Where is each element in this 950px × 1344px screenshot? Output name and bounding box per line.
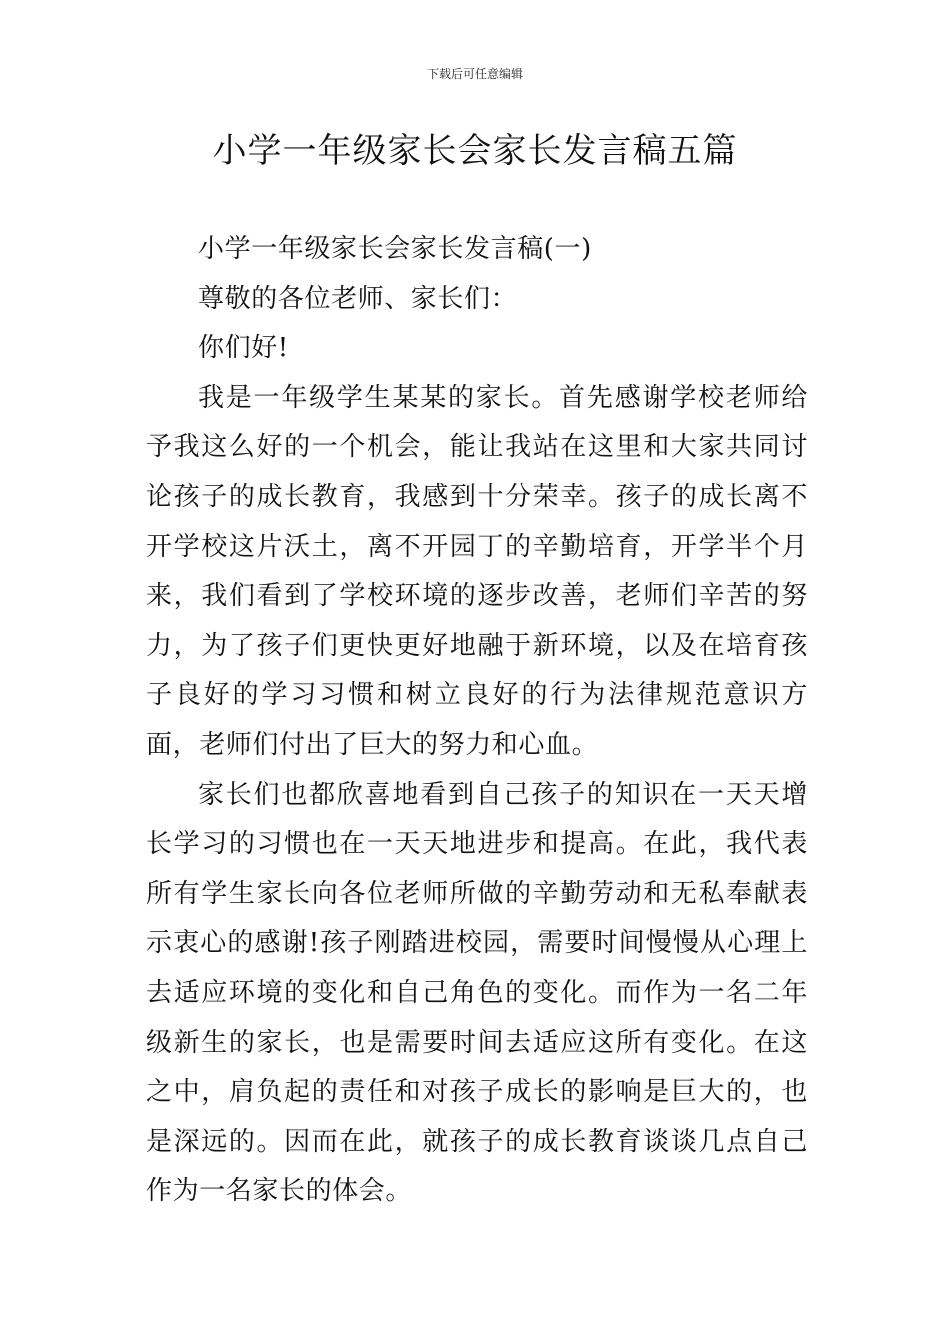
paragraph-salutation: 尊敬的各位老师、家长们： bbox=[198, 283, 518, 314]
paragraph-body-1: 我是一年级学生某某的家长。首先感谢学校老师给予我这么好的一个机会，能让我站在这里和大家共同讨论孩子的成长教育，我感到十分荣幸。孩子的成长离不开学校这片沃土，离不开园丁的辛勤培育，开学半个月来，我们看到了学校环境的逐步改善，老师们辛苦的努力，为了孩子们更快更好地融于新环境，以及在培育孩子良好的学习习惯和树立良好的行为法律规范意识方面，老师们付出了巨大的努力和心血。 bbox=[146, 382, 808, 760]
paragraph-greeting: 你们好! bbox=[198, 333, 289, 364]
paragraph-body-2: 家长们也都欣喜地看到自己孩子的知识在一天天增长学习的习惯也在一天天地进步和提高。在此，我代表所有学生家长向各位老师所做的辛勤劳动和无私奉献表示衷心的感谢!孩子刚踏进校园，需要时间慢慢从心理上去适应环境的变化和自己角色的变化。而作为一名二年级新生的家长，也是需要时间去适应这所有变化。在这之中，肩负起的责任和对孩子成长的影响是巨大的，也是深远的。因而在此，就孩子的成长教育谈谈几点自己作为一名家长的体会。 bbox=[146, 779, 808, 1207]
header-note: 下载后可任意编辑 bbox=[426, 67, 523, 81]
document-body bbox=[146, 225, 808, 1217]
paragraph-subtitle: 小学一年级家长会家长发言稿(一) bbox=[198, 234, 592, 264]
document-title: 小学一年级家长会家长发言稿五篇 bbox=[212, 131, 738, 171]
